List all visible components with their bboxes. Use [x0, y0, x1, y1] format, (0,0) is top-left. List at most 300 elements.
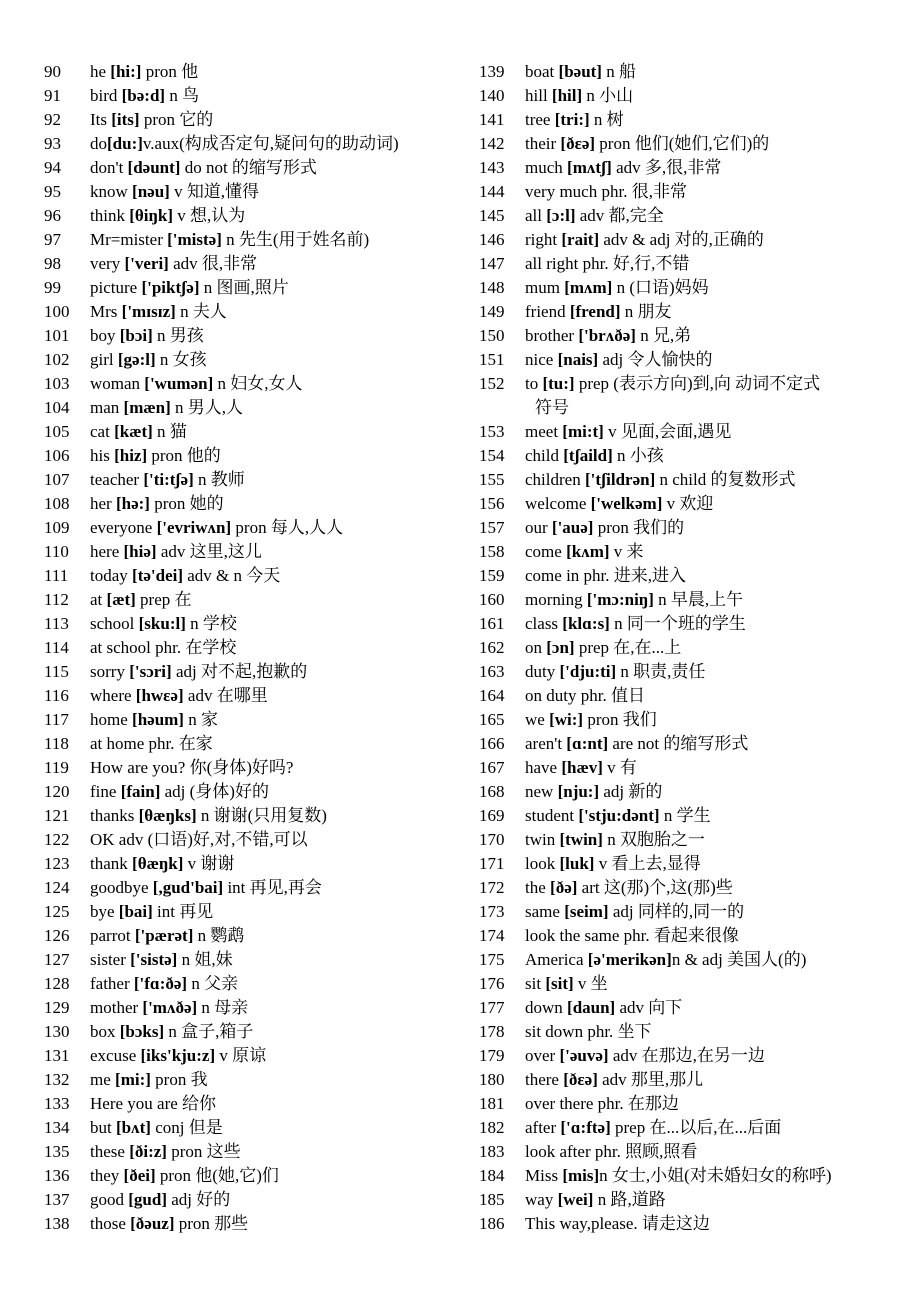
- entry-phonetic: [daun]: [567, 998, 616, 1017]
- entry-definition: n 谢谢(只用复数): [196, 806, 327, 825]
- entry-text: [525, 588, 899, 612]
- vocab-entry: [479, 852, 899, 876]
- entry-definition: adv 那里,那儿: [597, 1070, 704, 1089]
- entry-word: girl: [90, 350, 118, 369]
- entry-definition: pron 他(她,它)们: [155, 1166, 279, 1185]
- vocab-entry: [44, 1188, 484, 1212]
- entry-definition: n 早晨,上午: [653, 590, 744, 609]
- entry-text: [90, 372, 484, 396]
- entry-phonetic: [θæŋks]: [138, 806, 197, 825]
- entry-word: aren't: [525, 734, 567, 753]
- entry-word: mother: [90, 998, 143, 1017]
- entry-text: [525, 636, 899, 660]
- entry-number: 97: [44, 230, 61, 249]
- entry-phonetic: [mi:]: [115, 1070, 151, 1089]
- entry-word: home: [90, 710, 133, 729]
- entry-number: 112: [44, 590, 69, 609]
- entry-text: [525, 132, 899, 156]
- entry-number: 103: [44, 374, 70, 393]
- vocab-entry: [479, 924, 899, 948]
- entry-definition: pron 那些: [174, 1214, 249, 1233]
- entry-text: [525, 1020, 899, 1044]
- entry-word: at: [90, 590, 107, 609]
- entry-text: [525, 1188, 899, 1212]
- entry-text: [525, 804, 899, 828]
- vocab-entry: [44, 396, 484, 420]
- entry-phonetic: [ðei]: [123, 1166, 156, 1185]
- entry-word: mum: [525, 278, 565, 297]
- vocab-entry: [479, 612, 899, 636]
- entry-number: 122: [44, 830, 70, 849]
- vocab-entry: [44, 60, 484, 84]
- entry-word: sit down phr. 坐下: [525, 1022, 652, 1041]
- entry-definition: are not 的缩写形式: [608, 734, 749, 753]
- entry-number: 133: [44, 1094, 70, 1113]
- entry-word: where: [90, 686, 136, 705]
- entry-definition: n 姐,妹: [177, 950, 233, 969]
- entry-word: all right phr. 好,行,不错: [525, 254, 690, 273]
- entry-text: [525, 180, 899, 204]
- vocab-entry: [44, 588, 484, 612]
- entry-number: 156: [479, 494, 505, 513]
- entry-definition: pron 他们(她们,它们)的: [595, 134, 770, 153]
- entry-phonetic: [wei]: [557, 1190, 594, 1209]
- entry-text: [90, 108, 484, 132]
- vocab-entry: [479, 1092, 899, 1116]
- entry-definition: adj 新的: [599, 782, 663, 801]
- entry-number: 162: [479, 638, 505, 657]
- entry-number: 118: [44, 734, 69, 753]
- entry-number: 134: [44, 1118, 70, 1137]
- vocab-entry: [44, 1092, 484, 1116]
- entry-word: very much phr. 很,非常: [525, 182, 687, 201]
- entry-phonetic: [hiz]: [114, 446, 148, 465]
- entry-number: 163: [479, 662, 505, 681]
- entry-word: know: [90, 182, 133, 201]
- entry-definition: n 鸟: [165, 86, 200, 105]
- entry-text: [525, 420, 899, 444]
- entry-text: [90, 588, 484, 612]
- entry-word: there: [525, 1070, 564, 1089]
- entry-definition: pron 我: [150, 1070, 208, 1089]
- entry-definition: adv & adj 对的,正确的: [599, 230, 764, 249]
- entry-phonetic: [ɑ:nt]: [566, 734, 609, 753]
- entry-text: [90, 732, 484, 756]
- vocab-entry: [479, 708, 899, 732]
- entry-number: 130: [44, 1022, 70, 1041]
- entry-number: 90: [44, 62, 61, 81]
- entry-word: way: [525, 1190, 558, 1209]
- entry-phonetic: [ðəuz]: [130, 1214, 175, 1233]
- entry-text: [525, 1164, 899, 1188]
- entry-phonetic: [nəu]: [132, 182, 170, 201]
- entry-definition: n 学校: [185, 614, 237, 633]
- entry-text: [90, 660, 484, 684]
- entry-number: 149: [479, 302, 505, 321]
- entry-definition: v 想,认为: [173, 206, 246, 225]
- entry-phonetic: [tri:]: [554, 110, 590, 129]
- entry-word: those: [90, 1214, 131, 1233]
- entry-word: thanks: [90, 806, 139, 825]
- vocab-entry: [479, 996, 899, 1020]
- entry-number: 129: [44, 998, 70, 1017]
- entry-text: [525, 924, 899, 948]
- vocab-entry: [44, 252, 484, 276]
- entry-number: 185: [479, 1190, 505, 1209]
- entry-number: 110: [44, 542, 69, 561]
- entry-text: [90, 780, 484, 804]
- entry-phonetic: ['mɪsɪz]: [121, 302, 176, 321]
- vocab-entry: [44, 876, 484, 900]
- entry-text: [90, 396, 484, 420]
- entry-number: 184: [479, 1166, 505, 1185]
- vocab-entry: [44, 300, 484, 324]
- entry-word: but: [90, 1118, 116, 1137]
- entry-word: Its: [90, 110, 112, 129]
- entry-text: [90, 468, 484, 492]
- entry-definition: adj 对不起,抱歉的: [171, 662, 308, 681]
- entry-text: [90, 492, 484, 516]
- entry-word: brother: [525, 326, 579, 345]
- entry-text: [90, 1164, 484, 1188]
- entry-phonetic: [hil]: [551, 86, 583, 105]
- entry-number: 95: [44, 182, 61, 201]
- entry-word: very: [90, 254, 125, 273]
- entry-number: 113: [44, 614, 69, 633]
- entry-number: 104: [44, 398, 70, 417]
- entry-phonetic: [dəunt]: [127, 158, 181, 177]
- entry-text: [90, 132, 484, 156]
- entry-definition: n 母亲: [197, 998, 249, 1017]
- entry-word: on duty phr. 值日: [525, 686, 645, 705]
- entry-word: at school phr. 在学校: [90, 638, 237, 657]
- entry-text: [90, 804, 484, 828]
- vocab-entry: [479, 156, 899, 180]
- entry-text: [525, 732, 899, 756]
- entry-number: 131: [44, 1046, 70, 1065]
- vocab-entry: [44, 828, 484, 852]
- entry-number: 182: [479, 1118, 505, 1137]
- entry-word: OK adv (口语)好,对,不错,可以: [90, 830, 308, 849]
- vocab-entry: [44, 1140, 484, 1164]
- entry-number: 132: [44, 1070, 70, 1089]
- entry-phonetic: ['welkəm]: [590, 494, 663, 513]
- entry-text: [525, 276, 899, 300]
- entry-definition: adv 向下: [615, 998, 683, 1017]
- entry-number: 123: [44, 854, 70, 873]
- entry-text: [90, 204, 484, 228]
- entry-number: 177: [479, 998, 505, 1017]
- entry-text: [525, 876, 899, 900]
- entry-definition: n 盒子,箱子: [164, 1022, 254, 1041]
- entry-number: 145: [479, 206, 505, 225]
- entry-text: [90, 852, 484, 876]
- entry-phonetic: [θæŋk]: [132, 854, 184, 873]
- entry-definition: v 原谅: [215, 1046, 267, 1065]
- entry-text: [90, 300, 484, 324]
- entry-word: school: [90, 614, 139, 633]
- entry-text: [525, 996, 899, 1020]
- entry-text: [525, 372, 899, 420]
- vocab-entry: [44, 1044, 484, 1068]
- entry-phonetic: [luk]: [559, 854, 595, 873]
- entry-text: [525, 204, 899, 228]
- entry-phonetic: [bɔi]: [119, 326, 153, 345]
- entry-definition: n 父亲: [187, 974, 239, 993]
- entry-number: 96: [44, 206, 61, 225]
- entry-phonetic: [bɔks]: [119, 1022, 165, 1041]
- entry-number: 180: [479, 1070, 505, 1089]
- entry-number: 178: [479, 1022, 505, 1041]
- entry-word: they: [90, 1166, 124, 1185]
- entry-number: 98: [44, 254, 61, 273]
- entry-phonetic: [hi:]: [110, 62, 142, 81]
- vocab-entry: [44, 84, 484, 108]
- vocab-entry: [479, 372, 899, 420]
- entry-definition: n 妇女,女人: [213, 374, 303, 393]
- entry-definition: art 这(那)个,这(那)些: [577, 878, 733, 897]
- entry-word: do: [90, 134, 107, 153]
- entry-phonetic: [kʌm]: [566, 542, 610, 561]
- entry-text: [525, 828, 899, 852]
- entry-word: Mrs: [90, 302, 122, 321]
- entry-text: [525, 1068, 899, 1092]
- entry-word: right: [525, 230, 562, 249]
- entry-phonetic: ['ti:tʃə]: [143, 470, 194, 489]
- entry-definition: n 猫: [152, 422, 187, 441]
- entry-word: duty: [525, 662, 560, 681]
- entry-word: her: [90, 494, 116, 513]
- entry-word: America: [525, 950, 588, 969]
- entry-number: 167: [479, 758, 505, 777]
- entry-text: [525, 60, 899, 84]
- entry-phonetic: [twin]: [559, 830, 603, 849]
- entry-phonetic: ['dju:ti]: [559, 662, 617, 681]
- entry-text: [525, 324, 899, 348]
- vocab-entry: [479, 348, 899, 372]
- vocab-entry: [479, 252, 899, 276]
- entry-word: boat: [525, 62, 559, 81]
- entry-phonetic: [ðεə]: [563, 1070, 598, 1089]
- entry-word: This way,please. 请走这边: [525, 1214, 710, 1233]
- entry-definition: v 见面,会面,遇见: [603, 422, 732, 441]
- entry-word: teacher: [90, 470, 144, 489]
- entry-definition: v 谢谢: [183, 854, 235, 873]
- entry-text: [525, 468, 899, 492]
- entry-definition: conj 但是: [150, 1118, 223, 1137]
- entry-word: everyone: [90, 518, 157, 537]
- entry-text: [90, 972, 484, 996]
- entry-number: 105: [44, 422, 70, 441]
- entry-number: 165: [479, 710, 505, 729]
- entry-word: good: [90, 1190, 129, 1209]
- entry-word: me: [90, 1070, 116, 1089]
- vocab-entry: [44, 900, 484, 924]
- entry-phonetic: [ɔ:l]: [546, 206, 576, 225]
- entry-number: 161: [479, 614, 505, 633]
- entry-text: [525, 252, 899, 276]
- entry-text: [90, 756, 484, 780]
- entry-phonetic: [bəut]: [558, 62, 602, 81]
- entry-phonetic: [gud]: [128, 1190, 167, 1209]
- entry-definition: v 有: [602, 758, 637, 777]
- entry-phonetic: ['mɔ:niŋ]: [586, 590, 654, 609]
- entry-definition: adj (身体)好的: [160, 782, 269, 801]
- entry-definition: n 图画,照片: [199, 278, 289, 297]
- vocab-entry: [479, 564, 899, 588]
- entry-number: 144: [479, 182, 505, 201]
- entry-text: [90, 276, 484, 300]
- entry-phonetic: [fain]: [120, 782, 161, 801]
- entry-word: come in phr. 进来,进入: [525, 566, 687, 585]
- entry-word: their: [525, 134, 561, 153]
- vocab-entry: [44, 924, 484, 948]
- entry-number: 91: [44, 86, 61, 105]
- entry-text: [525, 756, 899, 780]
- entry-word: cat: [90, 422, 115, 441]
- entry-phonetic: [sku:l]: [138, 614, 186, 633]
- vocab-entry: [44, 348, 484, 372]
- vocab-entry: [479, 1116, 899, 1140]
- entry-phonetic: ['mistə]: [167, 230, 222, 249]
- entry-number: 138: [44, 1214, 70, 1233]
- entry-word: twin: [525, 830, 560, 849]
- vocab-entry: [44, 1164, 484, 1188]
- entry-text: [90, 1188, 484, 1212]
- entry-number: 155: [479, 470, 505, 489]
- vocab-entry: [44, 972, 484, 996]
- entry-phonetic: [tu:]: [542, 374, 575, 393]
- entry-word: same: [525, 902, 565, 921]
- vocab-entry: [44, 684, 484, 708]
- entry-definition: n 教师: [193, 470, 245, 489]
- vocab-entry: [44, 492, 484, 516]
- entry-phonetic: ['pærət]: [134, 926, 194, 945]
- entry-number: 93: [44, 134, 61, 153]
- entry-number: 116: [44, 686, 69, 705]
- entry-text: [525, 540, 899, 564]
- vocab-entry: [479, 276, 899, 300]
- entry-word: student: [525, 806, 579, 825]
- entry-text: [90, 876, 484, 900]
- entry-number: 135: [44, 1142, 70, 1161]
- entry-text: [525, 1140, 899, 1164]
- vocab-entry: [44, 108, 484, 132]
- entry-word: bird: [90, 86, 122, 105]
- entry-number: 183: [479, 1142, 505, 1161]
- entry-number: 136: [44, 1166, 70, 1185]
- entry-number: 168: [479, 782, 505, 801]
- entry-word: goodbye: [90, 878, 153, 897]
- entry-definition: n 男人,人: [170, 398, 243, 417]
- entry-text: [525, 492, 899, 516]
- vocab-entry: [479, 108, 899, 132]
- entry-word: sister: [90, 950, 131, 969]
- entry-number: 159: [479, 566, 505, 585]
- entry-phonetic: [hwεə]: [135, 686, 184, 705]
- entry-word: over: [525, 1046, 560, 1065]
- vocabulary-column-right: [479, 60, 899, 1236]
- vocab-entry: [44, 276, 484, 300]
- vocab-entry: [479, 948, 899, 972]
- vocab-entry: [44, 636, 484, 660]
- entry-number: 173: [479, 902, 505, 921]
- entry-number: 152: [479, 374, 505, 393]
- entry-word: over there phr. 在那边: [525, 1094, 679, 1113]
- entry-definition: n 女士,小姐(对未婚妇女的称呼): [599, 1166, 832, 1185]
- entry-definition: v 坐: [573, 974, 608, 993]
- entry-text: [90, 156, 484, 180]
- entry-text: [525, 1092, 899, 1116]
- entry-definition: n 树: [589, 110, 624, 129]
- entry-text: [525, 612, 899, 636]
- entry-number: 170: [479, 830, 505, 849]
- entry-definition: v.aux(构成否定句,疑问句的助动词): [142, 134, 399, 153]
- vocab-entry: [479, 684, 899, 708]
- entry-phonetic: ['ɑ:ftə]: [560, 1118, 611, 1137]
- entry-word: at home phr. 在家: [90, 734, 213, 753]
- vocab-entry: [44, 996, 484, 1020]
- entry-phonetic: [frend]: [569, 302, 621, 321]
- entry-number: 142: [479, 134, 505, 153]
- vocab-entry: [479, 972, 899, 996]
- entry-number: 147: [479, 254, 505, 273]
- vocab-entry: [479, 228, 899, 252]
- entry-number: 151: [479, 350, 505, 369]
- entry-text: [90, 1068, 484, 1092]
- entry-word: nice: [525, 350, 558, 369]
- entry-phonetic: ['stju:dənt]: [578, 806, 660, 825]
- entry-definition: n 家: [183, 710, 218, 729]
- entry-word: on: [525, 638, 547, 657]
- entry-text: [90, 636, 484, 660]
- entry-phonetic: [ɔn]: [546, 638, 575, 657]
- entry-number: 143: [479, 158, 505, 177]
- entry-phonetic: [iks'kju:z]: [140, 1046, 216, 1065]
- entry-number: 181: [479, 1094, 505, 1113]
- vocab-entry: [479, 1212, 899, 1236]
- entry-phonetic: [kæt]: [114, 422, 153, 441]
- vocab-entry: [479, 516, 899, 540]
- vocab-entry: [479, 468, 899, 492]
- vocab-entry: [44, 156, 484, 180]
- vocab-entry: [479, 828, 899, 852]
- entry-text: [525, 660, 899, 684]
- entry-phonetic: [ði:z]: [129, 1142, 167, 1161]
- entry-number: 101: [44, 326, 70, 345]
- entry-text: [525, 228, 899, 252]
- entry-number: 120: [44, 782, 70, 801]
- entry-word: hill: [525, 86, 552, 105]
- vocab-entry: [479, 60, 899, 84]
- vocab-entry: [479, 636, 899, 660]
- entry-number: 92: [44, 110, 61, 129]
- entry-text: [90, 900, 484, 924]
- entry-definition: pron 它的: [139, 110, 214, 129]
- entry-phonetic: [bə:d]: [121, 86, 166, 105]
- entry-text: [90, 540, 484, 564]
- entry-number: 125: [44, 902, 70, 921]
- entry-definition: n 女孩: [155, 350, 207, 369]
- entry-text: [90, 1116, 484, 1140]
- vocab-entry: [44, 540, 484, 564]
- entry-number: 175: [479, 950, 505, 969]
- entry-word: today: [90, 566, 133, 585]
- entry-definition: adj 同样的,同一的: [608, 902, 745, 921]
- entry-word: meet: [525, 422, 563, 441]
- entry-definition: prep (表示方向)到,向 动词不定式: [574, 374, 821, 393]
- entry-phonetic: [mi:t]: [562, 422, 604, 441]
